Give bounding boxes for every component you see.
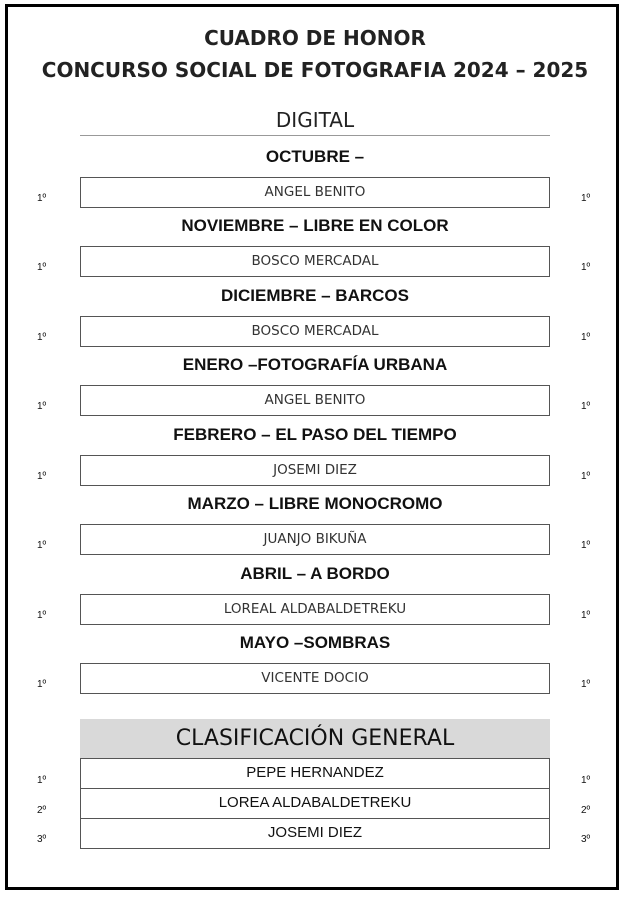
- rank-label-left: 1º: [37, 332, 47, 343]
- month-heading: ABRIL – A BORDO: [240, 564, 390, 583]
- rank-label-left: 1º: [37, 679, 47, 690]
- month-winner: ANGEL BENITO: [80, 385, 550, 416]
- rank-label-left: 1º: [37, 610, 47, 621]
- general-row-name: LOREA ALDABALDETREKU: [80, 788, 550, 819]
- rank-label-right: 1º: [581, 679, 591, 690]
- month-winner: BOSCO MERCADAL: [80, 316, 550, 347]
- rank-label-right: 1º: [581, 471, 591, 482]
- document-title: CUADRO DE HONOR: [204, 26, 426, 50]
- rank-label-right: 3º: [581, 834, 591, 845]
- month-winner: BOSCO MERCADAL: [80, 246, 550, 277]
- rank-label-left: 3º: [37, 834, 47, 845]
- month-heading: MARZO – LIBRE MONOCROMO: [187, 494, 443, 513]
- month-heading: FEBRERO – EL PASO DEL TIEMPO: [173, 425, 457, 444]
- general-row-name: JOSEMI DIEZ: [80, 818, 550, 849]
- month-heading: DICIEMBRE – BARCOS: [221, 286, 409, 305]
- month-winner: LOREAL ALDABALDETREKU: [80, 594, 550, 625]
- rank-label-left: 2º: [37, 805, 47, 816]
- document-subtitle: CONCURSO SOCIAL DE FOTOGRAFIA 2024 – 2025: [41, 58, 589, 82]
- month-winner: JOSEMI DIEZ: [80, 455, 550, 486]
- month-heading: MAYO –SOMBRAS: [239, 633, 391, 652]
- rank-label-left: 1º: [37, 471, 47, 482]
- rank-label-right: 1º: [581, 775, 591, 786]
- rank-label-left: 1º: [37, 540, 47, 551]
- rank-label-right: 1º: [581, 193, 591, 204]
- rank-label-right: 2º: [581, 805, 591, 816]
- month-heading: NOVIEMBRE – LIBRE EN COLOR: [181, 216, 449, 235]
- rank-label-right: 1º: [581, 610, 591, 621]
- month-winner: VICENTE DOCIO: [80, 663, 550, 694]
- rank-label-right: 1º: [581, 262, 591, 273]
- month-heading: OCTUBRE –: [265, 147, 365, 166]
- section-heading-digital: DIGITAL: [80, 106, 550, 136]
- rank-label-right: 1º: [581, 401, 591, 412]
- month-winner: JUANJO BIKUÑA: [80, 524, 550, 555]
- rank-label-left: 1º: [37, 262, 47, 273]
- general-row-name: PEPE HERNANDEZ: [80, 758, 550, 789]
- rank-label-right: 1º: [581, 332, 591, 343]
- rank-label-right: 1º: [581, 540, 591, 551]
- rank-label-left: 1º: [37, 775, 47, 786]
- rank-label-left: 1º: [37, 401, 47, 412]
- general-classification-heading: CLASIFICACIÓN GENERAL: [80, 719, 550, 758]
- month-heading: ENERO –FOTOGRAFÍA URBANA: [182, 355, 448, 374]
- month-winner: ANGEL BENITO: [80, 177, 550, 208]
- rank-label-left: 1º: [37, 193, 47, 204]
